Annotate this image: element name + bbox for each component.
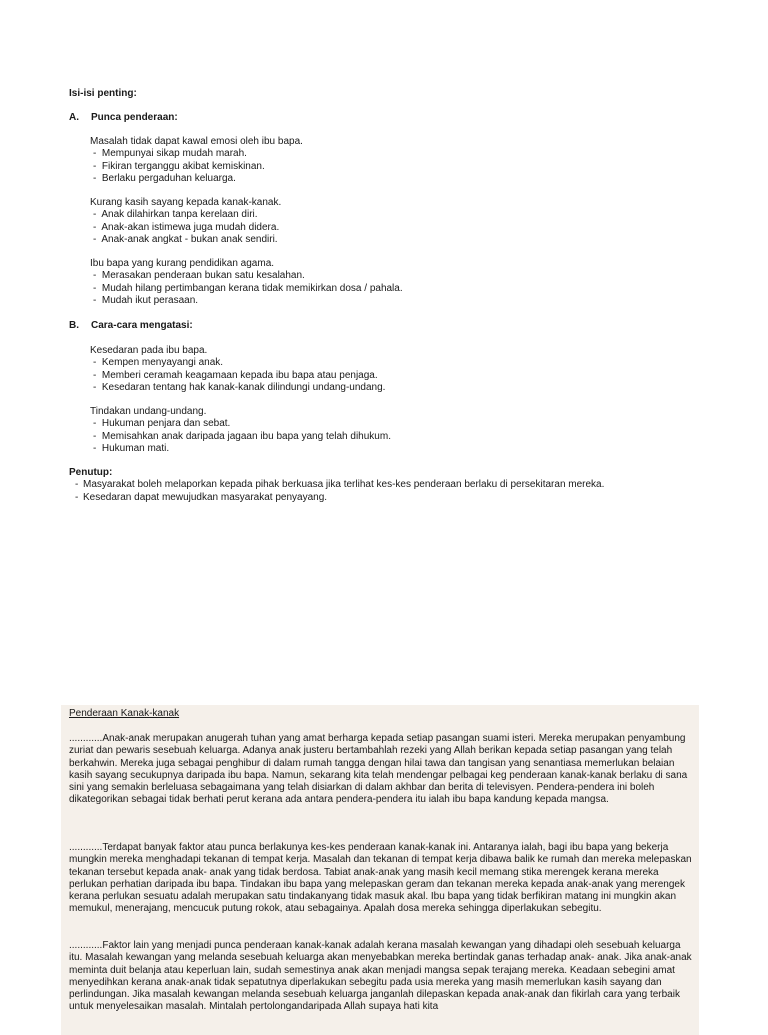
list-item: - Anak-akan istimewa juga mudah didera. <box>90 222 281 234</box>
essay-paragraph-2: ............Terdapat banyak faktor atau punca berlakunya kes-kes penderaan kanak-kanak ini. Antaranya ialah, bagi ibu bapa yang bekerja mungkin mereka menghadapi tekanan di tempat kerja. Masalah dan tekanan di tempat kerja dibawa balik ke rumah dan mereka melepaskan tekanan tersebut kepada anak- anak yang tidak berdosa. Tabiat anak-anak yang masih kecil memang stika merengek kerana mereka perlukan perhatian daripada ibu bapa. Tindakan ibu bapa yang melepaskan geram dan tekanan mereka kepada anak-anak yang merengek kerana perlukan sesuatu adalah merupakan satu tindakanyang tidak masuk akal. Ibu bapa yang tidak berfikiran matang ini mungkin akan memukul, menerajang, mencucuk putung rokok, atau sebagainya. Apalah dosa mereka sehingga diperlakukan sebegitu. <box>69 842 692 915</box>
essay-paragraph-1: ............Anak-anak merupakan anugerah tuhan yang amat berharga kepada setiap pasangan suami isteri. Mereka merupakan penyambung zuriat dan pewaris sesebuah keluarga. Adanya anak justeru bertambahlah rezeki yang Allah berikan kepada setiap pasangan yang telah berkahwin. Mereka juga sebagai penghibur di dalam rumah tangga dengan hilai tawa dan tangisan yang senantiasa memerlukan belaian kasih sayang secukupnya daripada ibu bapa. Namun, sekarang kita telah mendengar pelbagai keg penderaan kanak-kanak berlaku di sana sini yang semakin berleluasa sebagaimana yang telah disiarkan di dalam akhbar dan berita di televisyen. Pendera-pendera ini boleh dikategorikan sebagai tidak berhati perut kerana ada antara pendera-pendera itu ialah ibu bapa kandung kepada mangsa. <box>69 733 688 806</box>
penutup-heading: Penutup: <box>69 467 113 478</box>
list-item: - Merasakan penderaan bukan satu kesalahan. <box>90 270 403 282</box>
list-item: - Kesedaran tentang hak kanak-kanak dilindungi undang-undang. <box>90 382 385 394</box>
list-item: - Berlaku pergaduhan keluarga. <box>90 173 303 185</box>
list-item: - Memisahkan anak daripada jagaan ibu bapa yang telah dihukum. <box>90 431 391 443</box>
list-item: - Anak dilahirkan tanpa kerelaan diri. <box>90 209 281 221</box>
list-item: - Fikiran terganggu akibat kemiskinan. <box>90 161 303 173</box>
section-b-letter: B. <box>69 320 79 331</box>
group-lead: Tindakan undang-undang. <box>90 406 207 417</box>
section-a-heading <box>69 112 178 123</box>
group-lead: Kesedaran pada ibu bapa. <box>90 345 208 356</box>
section-a-title: Punca penderaan: <box>91 112 178 123</box>
group-lead: Kurang kasih sayang kepada kanak-kanak. <box>90 197 282 208</box>
group-lead: Masalah tidak dapat kawal emosi oleh ibu bapa. <box>90 136 303 147</box>
section-a-letter: A. <box>69 112 79 123</box>
list-item: - Hukuman mati. <box>90 443 391 455</box>
list-item: - Mempunyai sikap mudah marah. <box>90 148 303 160</box>
essay-panel <box>61 705 699 1035</box>
essay-title: Penderaan Kanak-kanak <box>69 708 180 719</box>
section-b-group-1 <box>90 345 385 394</box>
list-item: - Kempen menyayangi anak. <box>90 357 385 369</box>
list-item: - Anak-anak angkat - bukan anak sendiri. <box>90 234 281 246</box>
section-b-group-2 <box>90 406 391 455</box>
section-b-heading <box>69 320 193 331</box>
penutup-section <box>69 467 629 504</box>
list-item: - Mudah ikut perasaan. <box>90 295 403 307</box>
page-title: Isi-isi penting: <box>69 88 137 99</box>
list-item: - Masyarakat boleh melaporkan kepada pihak berkuasa jika terlihat kes-kes penderaan berlaku di persekitaran mereka. <box>69 479 629 491</box>
list-item: - Memberi ceramah keagamaan kepada ibu bapa atau penjaga. <box>90 370 385 382</box>
group-lead: Ibu bapa yang kurang pendidikan agama. <box>90 258 275 269</box>
section-a-group-3 <box>90 258 403 307</box>
section-a-group-1 <box>90 136 303 185</box>
list-item: - Hukuman penjara dan sebat. <box>90 418 391 430</box>
list-item: - Mudah hilang pertimbangan kerana tidak memikirkan dosa / pahala. <box>90 283 403 295</box>
section-b-title: Cara-cara mengatasi: <box>91 320 193 331</box>
list-item: - Kesedaran dapat mewujudkan masyarakat penyayang. <box>69 492 629 504</box>
section-a-group-2 <box>90 197 281 246</box>
essay-paragraph-3: ............Faktor lain yang menjadi punca penderaan kanak-kanak adalah kerana masalah kewangan yang dihadapi oleh sesebuah keluarga itu. Masalah kewangan yang melanda sesebuah keluarga akan menyebabkan mereka bertindak ganas terhadap anak- anak. Jika anak-anak meminta duit belanja atau keperluan lain, sudah semestinya anak akan menjadi mangsa sepak terajang mereka. Keadaan sebegini amat menyedihkan kerana anak-anak tidak sepatutnya diperlakukan sebegitu pada usia mereka yang masih memerlukan kasih sayang dan perlindungan. Jika masalah kewangan melanda sesebuah keluarga janganlah dilepaskan kepada anak-anak dan fikirlah cara yang terbaik untuk menyelesaikan masalah. Mintalah pertolongandaripada Allah supaya hati kita <box>69 940 692 1013</box>
